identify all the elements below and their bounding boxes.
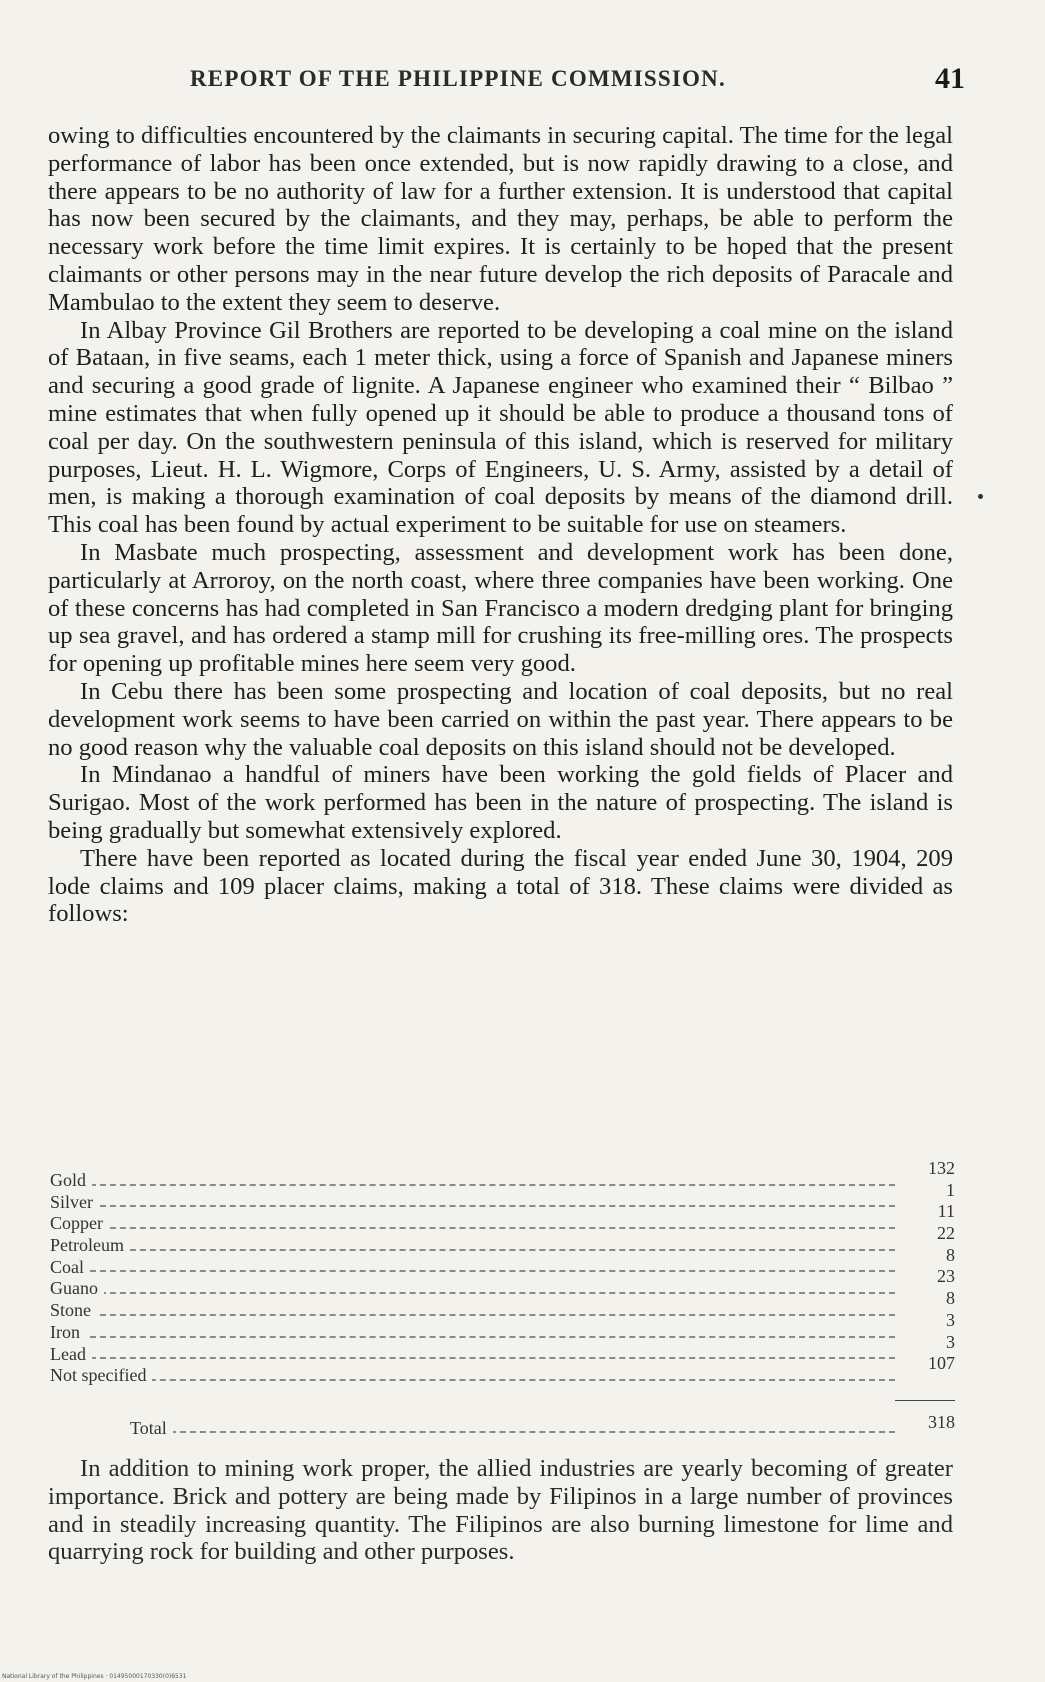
page-header xyxy=(48,62,965,102)
row-label: Coal xyxy=(50,1257,90,1277)
paragraph-cebu: In Cebu there has been some prospecting and location of coal deposits, but no real development work seems to have been carried on within the past year. There appears to be no good reason why the valuable coal deposits on this island should not be developed. xyxy=(48,677,953,761)
table-row xyxy=(50,1158,955,1192)
row-value: 22 xyxy=(937,1223,955,1244)
row-label: Iron xyxy=(50,1322,86,1342)
paragraph-allied-industries: In addition to mining work proper, the allied industries are yearly becoming of greater importance. Brick and pottery are being made by Filipinos in a large number of provinces and in steadily increasing quantity. The Filipinos are also burning limestone for lime and quarrying rock for building and other purposes. xyxy=(48,1455,953,1566)
sum-divider xyxy=(895,1400,955,1401)
paragraph-continuation: owing to difficulties encountered by the claimants in securing capital. The time for the legal performance of labor has been once extended, but is now rapidly drawing to a close, and there appears to be no authority of law for a further extension. It is understood that capital has now been secured by the claimants, and they may, perhaps, be able to perform the necessary work before the time limit expires. It is certainly to be hoped that the present claimants or other persons may in the near future develop the rich deposits of Paracale and Mambulao to the extent they seem to deserve. xyxy=(48,122,953,316)
scan-footer: National Library of the Philippines · 01495000170330(0)6531 xyxy=(2,1673,187,1680)
row-value: 8 xyxy=(946,1288,955,1309)
row-label: Stone xyxy=(50,1300,97,1320)
row-value: 3 xyxy=(946,1309,955,1330)
page-number: 41 xyxy=(935,62,965,95)
paragraph-claims-intro: There have been reported as located during the fiscal year ended June 30, 1904, 209 lode claims and 109 placer claims, making a total of 318. These claims were divided as follows: xyxy=(48,844,953,928)
stray-mark xyxy=(978,494,983,499)
closing-text xyxy=(48,1455,953,1566)
row-label: Copper xyxy=(50,1213,109,1233)
running-title: REPORT OF THE PHILIPPINE COMMISSION. xyxy=(190,66,726,91)
total-value: 318 xyxy=(928,1412,955,1432)
row-value: 11 xyxy=(937,1201,955,1222)
row-value: 107 xyxy=(928,1353,955,1374)
total-row xyxy=(130,1412,955,1442)
row-label: Guano xyxy=(50,1278,104,1298)
claims-table xyxy=(50,1158,955,1387)
paragraph-masbate: In Masbate much prospecting, assessment and development work has been done, particularly at Arroroy, on the north coast, where three companies have been working. One of these concerns has had completed in San Francisco a modern dredging plant for bringing up sea gravel, and has ordered a stamp mill for crushing its free-milling ores. The prospects for opening up profitable mines here seem very good. xyxy=(48,538,953,678)
row-value: 3 xyxy=(946,1331,955,1352)
row-value: 1 xyxy=(946,1179,955,1200)
row-label: Petroleum xyxy=(50,1235,130,1255)
paragraph-mindanao: In Mindanao a handful of miners have been working the gold fields of Placer and Surigao. Most of the work performed has been in the nature of prospecting. The island is being gradually but somewhat extensively explored. xyxy=(48,761,953,844)
row-label: Silver xyxy=(50,1192,99,1212)
row-value: 23 xyxy=(937,1266,955,1287)
row-label: Lead xyxy=(50,1344,92,1364)
row-label: Gold xyxy=(50,1170,92,1190)
paragraph-albay: In Albay Province Gil Brothers are reported to be developing a coal mine on the island of Bataan, in five seams, each 1 meter thick, using a force of Spanish and Japanese miners and securing a good grade of lignite. A Japanese engineer who examined their “ Bilbao ” mine estimates that when fully opened up it should be able to produce a thousand tons of coal per day. On the southwestern peninsula of this island, which is reserved for military purposes, Lieut. H. L. Wigmore, Corps of Engineers, U. S. Army, assisted by a detail of men, is making a thorough examination of coal deposits by means of the diamond drill. This coal has been found by actual experiment to be suitable for use on steamers. xyxy=(48,316,953,539)
row-value: 132 xyxy=(928,1158,955,1178)
row-value: 8 xyxy=(946,1244,955,1265)
total-label: Total xyxy=(130,1418,173,1438)
body-text xyxy=(48,122,953,928)
row-label: Not specified xyxy=(50,1365,152,1385)
